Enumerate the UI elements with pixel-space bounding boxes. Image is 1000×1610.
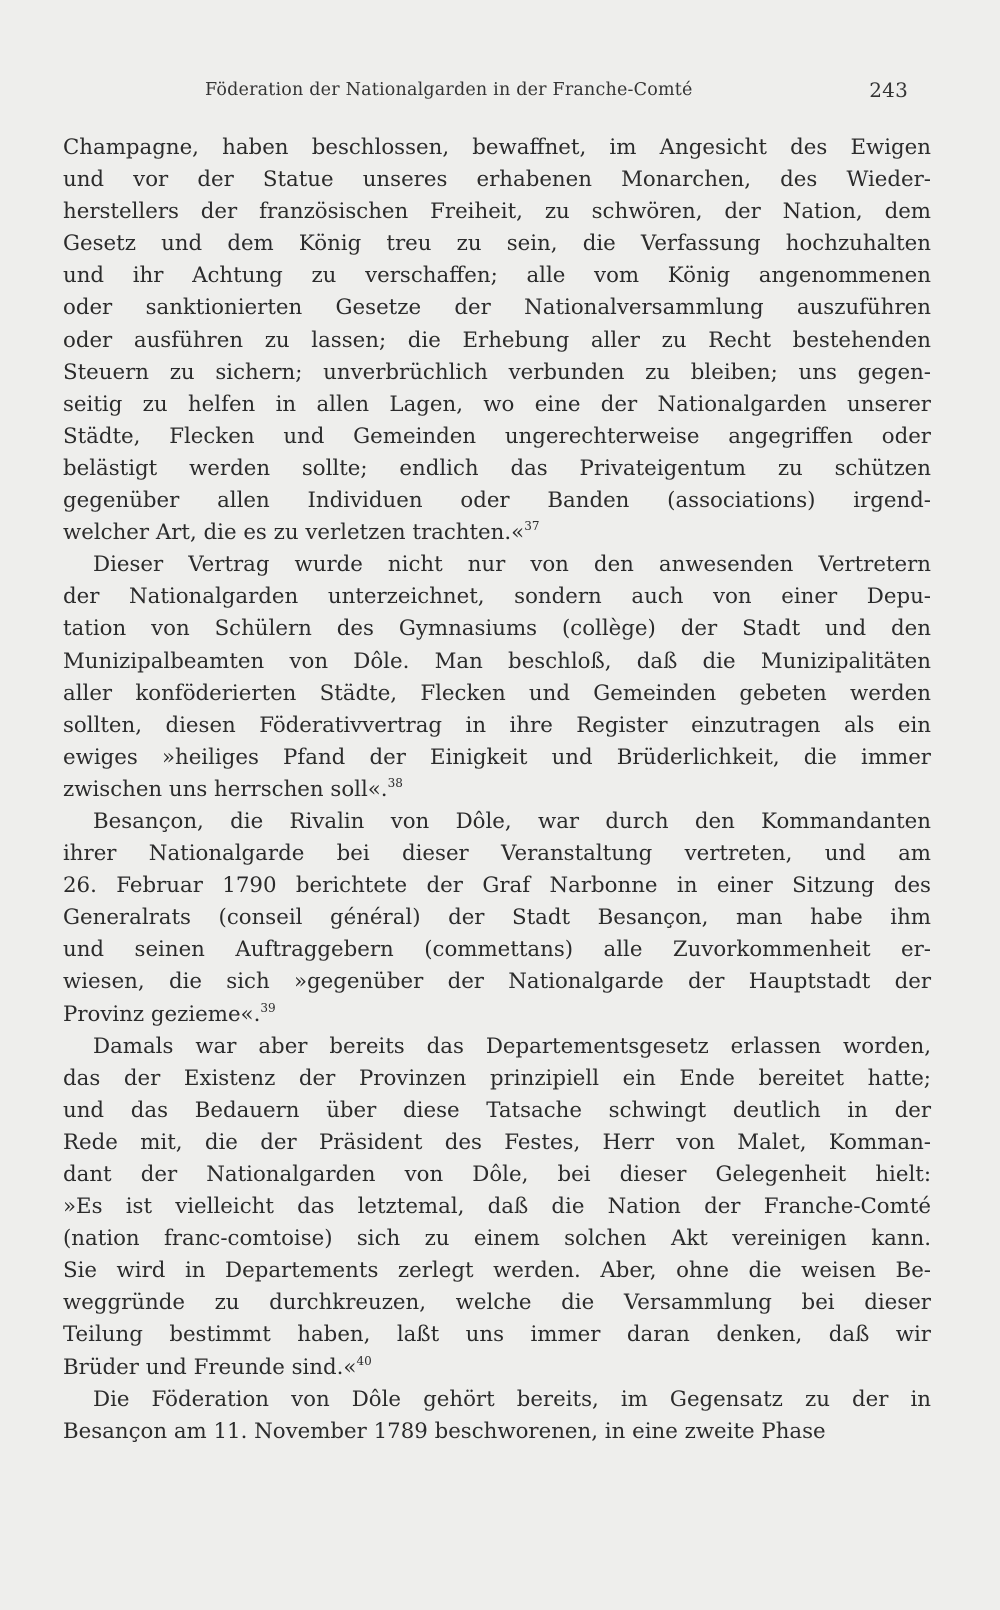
- footnote-marker: 37: [524, 519, 540, 534]
- text-line: [63, 260, 931, 292]
- line-text: 26. Februar 1790 berichtete der Graf Narbonne in einer Sitzung des: [63, 873, 931, 899]
- text-line: [63, 1031, 931, 1063]
- line-text: das der Existenz der Provinzen prinzipiell ein Ende bereitet hatte;: [63, 1065, 931, 1091]
- text-line: [63, 1063, 931, 1095]
- text-line: [63, 485, 931, 517]
- text-line: [63, 646, 931, 678]
- paragraph: [63, 1384, 931, 1448]
- text-line: [63, 389, 931, 421]
- line-text: ewiges »heiliges Pfand der Einigkeit und Brüderlichkeit, die immer: [63, 744, 931, 770]
- text-line: [63, 1352, 931, 1384]
- text-line: [63, 292, 931, 324]
- line-text: dant der Nationalgarden von Dôle, bei dieser Gelegenheit hielt:: [63, 1162, 931, 1187]
- line-text: Städte, Flecken und Gemeinden ungerechterweise angegriffen oder: [63, 423, 931, 449]
- text-line: [63, 1095, 931, 1127]
- text-line: [63, 1255, 931, 1287]
- text-line: [63, 934, 931, 966]
- text-line: [63, 838, 931, 870]
- line-text: Munizipalbeamten von Dôle. Man beschloß, daß die Munizipalitäten: [63, 648, 931, 674]
- running-header: [205, 78, 908, 104]
- line-text: und das Bedauern über diese Tatsache schwingt deutlich in der: [63, 1097, 931, 1123]
- line-text: Steuern zu sichern; unverbrüchlich verbunden zu bleiben; uns gegen-: [63, 359, 931, 385]
- line-text: Sie wird in Departements zerlegt werden. Aber, ohne die weisen Be-: [63, 1258, 931, 1284]
- text-line: [63, 613, 931, 645]
- line-text: »Es ist vielleicht das letztemal, daß die Nation der Franche-Comté: [63, 1194, 931, 1220]
- text-line: [63, 774, 931, 806]
- text-line: [63, 742, 931, 774]
- line-text: und seinen Auftraggebern (commettans) alle Zuvorkommenheit er-: [63, 937, 931, 963]
- line-text: Damals war aber bereits das Departementsgesetz erlassen worden,: [93, 1033, 931, 1059]
- line-text: welcher Art, die es zu verletzen trachten.«: [63, 520, 525, 546]
- text-line: [63, 1223, 931, 1255]
- text-line: [63, 999, 931, 1031]
- line-text: Rede mit, die der Präsident des Festes, Herr von Malet, Komman-: [63, 1129, 931, 1155]
- running-title: Föderation der Nationalgarden in der Franche-Comté: [205, 80, 693, 100]
- paragraph: [63, 132, 931, 549]
- text-line: [63, 517, 931, 549]
- text-line: [63, 678, 931, 710]
- line-text: gegenüber allen Individuen oder Banden (associations) irgend-: [63, 488, 931, 514]
- text-line: [63, 1127, 931, 1159]
- paragraph: [63, 806, 931, 1031]
- line-text: tation von Schülern des Gymnasiums (collège) der Stadt und den: [63, 616, 931, 642]
- line-text: Generalrats (conseil général) der Stadt Besançon, man habe ihm: [63, 905, 931, 931]
- line-text: oder ausführen zu lassen; die Erhebung aller zu Recht bestehenden: [63, 327, 931, 353]
- text-line: [63, 357, 931, 389]
- text-line: [63, 966, 931, 998]
- line-text: Brüder und Freunde sind.«: [63, 1354, 357, 1380]
- line-text: zwischen uns herrschen soll«.: [63, 776, 388, 802]
- text-line: [63, 710, 931, 742]
- line-text: der Nationalgarden unterzeichnet, sondern auch von einer Depu-: [63, 584, 931, 610]
- line-text: ihrer Nationalgarde bei dieser Veranstaltung vertreten, und am: [63, 841, 931, 867]
- line-text: Dieser Vertrag wurde nicht nur von den anwesenden Vertretern: [93, 552, 931, 578]
- line-text: Teilung bestimmt haben, laßt uns immer daran denken, daß wir: [63, 1322, 931, 1348]
- line-text: Gesetz und dem König treu zu sein, die Verfassung hochzuhalten: [63, 231, 931, 257]
- line-text: (nation franc-comtoise) sich zu einem solchen Akt vereinigen kann.: [63, 1226, 931, 1252]
- text-line: [63, 1191, 931, 1223]
- text-line: [63, 1159, 931, 1191]
- text-line: [63, 228, 931, 260]
- line-text: Provinz gezieme«.: [63, 1001, 261, 1027]
- line-text: und vor der Statue unseres erhabenen Monarchen, des Wieder-: [63, 167, 931, 193]
- footnote-marker: 39: [260, 1000, 276, 1015]
- text-line: [63, 1384, 931, 1416]
- paragraph: [63, 549, 931, 806]
- line-text: Besançon, die Rivalin von Dôle, war durch den Kommandanten: [93, 808, 931, 834]
- line-text: belästigt werden sollte; endlich das Privateigentum zu schützen: [63, 455, 931, 481]
- text-line: [63, 549, 931, 581]
- text-line: [63, 806, 931, 838]
- line-text: Besançon am 11. November 1789 beschworenen, in eine zweite Phase: [63, 1418, 826, 1444]
- line-text: Die Föderation von Dôle gehört bereits, im Gegensatz zu der in: [93, 1386, 931, 1412]
- page-number: 243: [869, 78, 908, 102]
- text-line: [63, 1416, 931, 1448]
- footnote-marker: 38: [387, 775, 403, 790]
- text-line: [63, 196, 931, 228]
- text-line: [63, 902, 931, 934]
- text-line: [63, 870, 931, 902]
- text-line: [63, 325, 931, 357]
- text-line: [63, 164, 931, 196]
- text-line: [63, 1287, 931, 1319]
- line-text: und ihr Achtung zu verschaffen; alle vom König angenommenen: [63, 263, 931, 289]
- line-text: weggründe zu durchkreuzen, welche die Versammlung bei dieser: [63, 1290, 931, 1316]
- line-text: seitig zu helfen in allen Lagen, wo eine der Nationalgarden unserer: [63, 391, 931, 417]
- line-text: wiesen, die sich »gegenüber der Nationalgarde der Hauptstadt der: [63, 969, 931, 995]
- text-line: [63, 581, 931, 613]
- paragraph: [63, 1031, 931, 1384]
- line-text: herstellers der französischen Freiheit, zu schwören, der Nation, dem: [63, 199, 931, 225]
- text-line: [63, 1319, 931, 1351]
- line-text: Champagne, haben beschlossen, bewaffnet, im Angesicht des Ewigen: [63, 135, 931, 160]
- footnote-marker: 40: [356, 1353, 372, 1368]
- line-text: oder sanktionierten Gesetze der Nationalversammlung auszuführen: [63, 295, 931, 321]
- line-text: sollten, diesen Föderativvertrag in ihre Register einzutragen als ein: [63, 712, 931, 738]
- body-text: [63, 132, 931, 1448]
- text-line: [63, 453, 931, 485]
- text-line: [63, 132, 931, 164]
- text-line: [63, 421, 931, 453]
- line-text: aller konföderierten Städte, Flecken und Gemeinden gebeten werden: [63, 680, 931, 706]
